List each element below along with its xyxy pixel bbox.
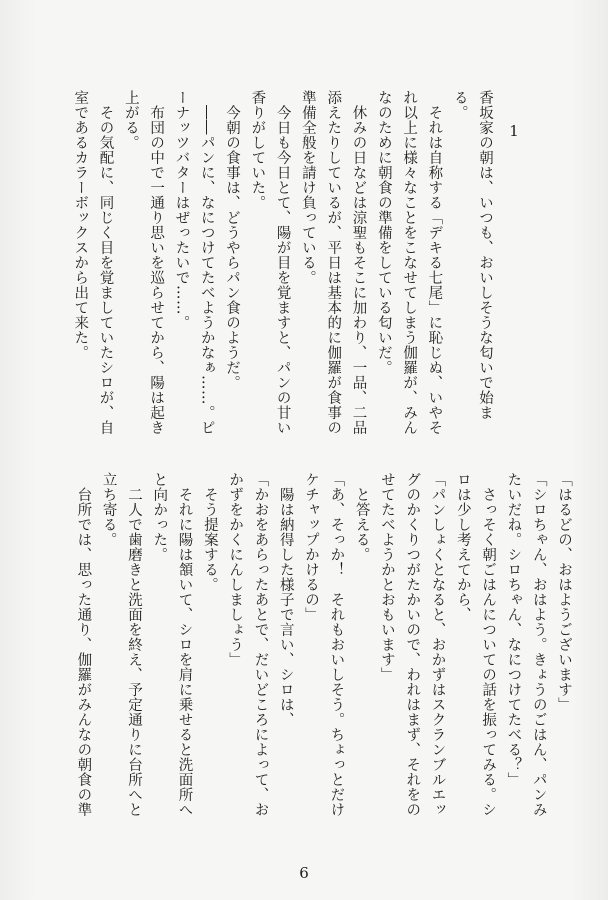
text-line: ――パンに、なにつけてたべようかなぁ……。ピ: [198, 90, 215, 435]
text-line: 今日も今日とて、陽が目を覚ますと、パンの甘い: [274, 90, 291, 435]
text-line: と答える。: [353, 472, 370, 562]
text-line: 陽は納得した様子で言い、シロは、: [277, 472, 294, 727]
text-line: それに陽は頷いて、シロを肩に乗せると洗面所へ: [176, 472, 193, 817]
text-line: 「かおをあらったあとで、だいどころによって、お: [252, 472, 269, 817]
text-line: ケチャップかけるの」: [303, 472, 320, 622]
text-line: ーナッツバターはぜったいで……。: [173, 90, 190, 330]
text-line: なのために朝食の準備をしている匂いだ。: [375, 90, 392, 375]
text-line: 二人で歯磨きと洗面を終え、予定通りに台所へと: [125, 472, 142, 817]
text-line: 台所では、思った通り、伽羅がみんなの朝食の準: [75, 472, 92, 817]
text-block-upper: [72, 90, 497, 460]
text-line: かずをかくにんしましょう」: [227, 472, 244, 667]
text-line: 添えたりしているが、平日は基本的に伽羅が食事の: [325, 90, 342, 435]
text-line: 立ち寄る。: [100, 472, 117, 547]
text-line: 休みの日などは涼聖もそこに加わり、一品、二品: [350, 90, 367, 435]
text-line: 室であるカラーボックスから出て来た。: [72, 90, 89, 360]
text-line: 布団の中で一通り思いを巡らせてから、陽は起き: [148, 90, 165, 435]
text-line: せてたべようかとおもいます」: [378, 472, 395, 682]
text-line: たいだね。シロちゃん、なにつけてたべる？」: [505, 472, 522, 787]
text-line: 「シロちゃん、おはよう。きょうのごはん、パンみ: [530, 472, 547, 817]
text-line: る。: [451, 90, 468, 120]
text-block-lower: [20, 472, 576, 848]
text-line: 上がる。: [122, 90, 139, 150]
text-line: 「パンしょくとなると、おかずはスクランブルエッ: [429, 472, 446, 817]
text-line: 香りがしていた。: [249, 90, 266, 210]
text-line: その気配に、同じく目を覚ましていたシロが、自: [97, 90, 114, 435]
text-line: 準備全般を請け負っている。: [299, 90, 316, 285]
text-line: 「はるどの、おはようございます」: [556, 472, 572, 712]
page-number: 6: [299, 864, 309, 882]
text-line: 今朝の食事は、どうやらパン食のようだ。: [224, 90, 241, 390]
text-line: 香坂家の朝は、いつも、おいしそうな匂いで始ま: [477, 90, 493, 420]
text-line: と向かった。: [151, 472, 168, 562]
text-line: そう提案する。: [201, 472, 218, 592]
text-line: グのかくりつがたかいので、われはまず、それをの: [404, 472, 421, 817]
text-line: さっそく朝ごはんについての話を振ってみる。シ: [480, 472, 497, 817]
text-line: それは自称する「デキる七尾」に恥じぬ、いやそ: [426, 90, 443, 435]
chapter-number: 1: [509, 122, 519, 140]
text-line: 「あ、そっか！ それもおいしそう。ちょっとだけ: [328, 472, 345, 817]
text-line: ロは少し考えてから、: [454, 472, 471, 622]
text-line: れ以上に様々なことをこなせてしまう伽羅が、みん: [401, 90, 418, 435]
